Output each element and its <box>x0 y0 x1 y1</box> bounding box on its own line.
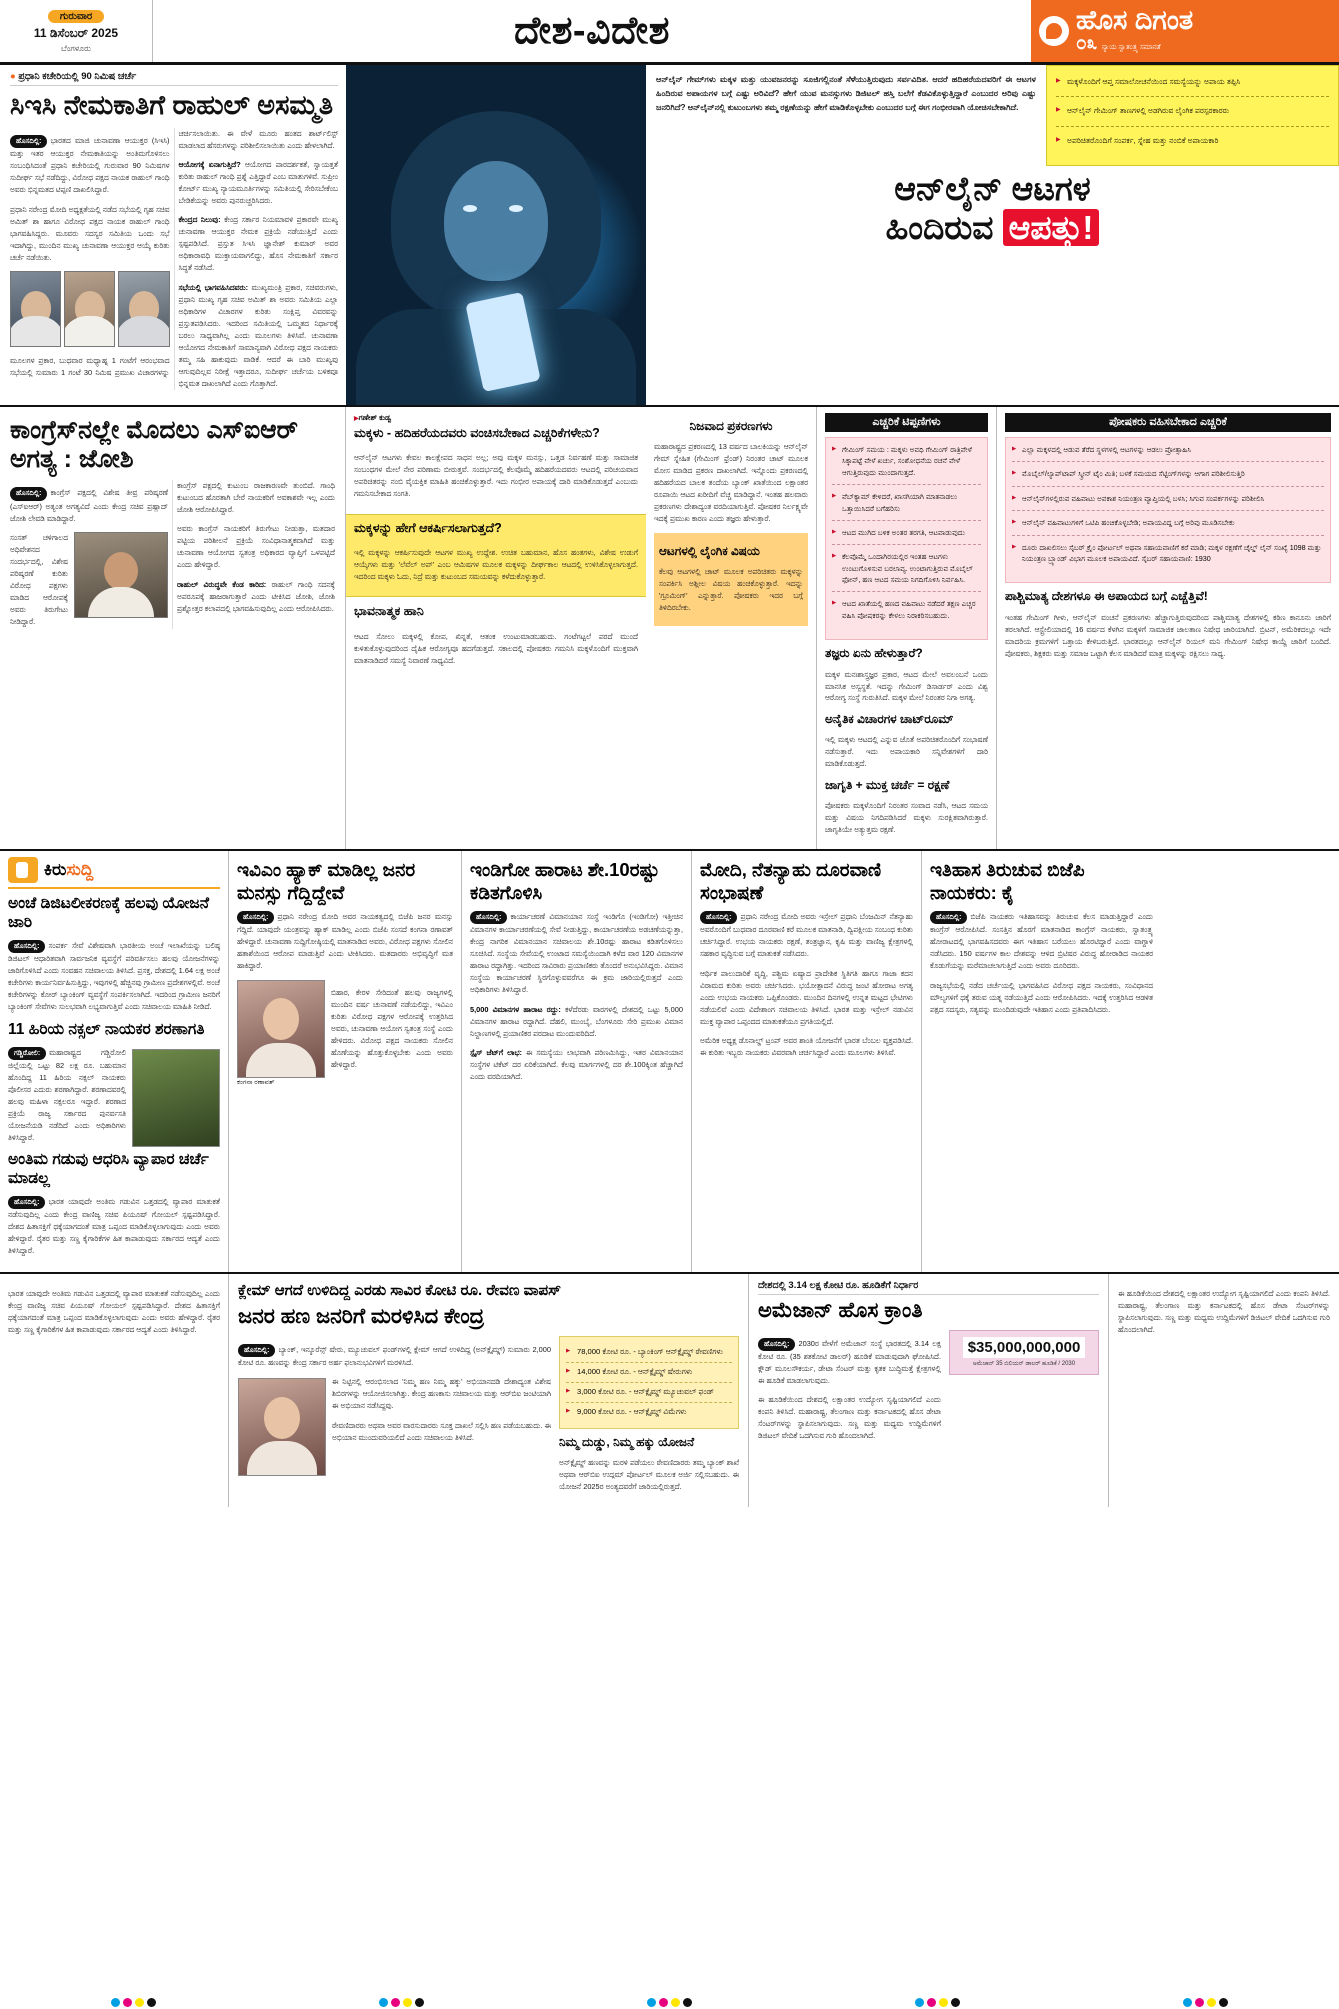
color-marks-4 <box>915 1998 960 2007</box>
unclaimed-amounts-box <box>559 1336 739 1429</box>
panel-real-cases <box>646 407 816 849</box>
kiru-item-3-body: ಹೊಸದಿಲ್ಲಿ: ಭಾರತ ಯಾವುದೇ ಅಂತಿಮ ಗಡುವಿನ ಒತ್ತಡದಲ್ಲಿ ವ್ಯಾಪಾರ ಮಾತುಕತೆ ನಡೆಸುವುದಿಲ್ಲ ಎಂದು ಕೇಂದ್ರ ವಾಣಿಜ್ಯ ಸಚಿವ ಪಿಯೂಷ್ ಗೋಯಲ್ ಸ್ಪಷ್ಟಪಡಿಸಿದ್ದಾರೆ. ದೇಶದ ಹಿತಾಸಕ್ತಿಗೆ ಧಕ್ಕೆಯಾಗದಂತೆ ಮಾತ್ರ ಒಪ್ಪಂದ ಮಾಡಿಕೊಳ್ಳಲಾಗುವುದು ಎಂದು ಅವರು ಹೇಳಿದ್ದಾರೆ. ರೈತರ ಮತ್ತು ಸಣ್ಣ ಕೈಗಾರಿಕೆಗಳ ಹಿತ ಕಾಪಾಡುವುದು ಸರ್ಕಾರದ ಆದ್ಯತೆ ಎಂದು ತಿಳಿಸಿದ್ದಾರೆ. <box>8 1196 220 1255</box>
parent-tip: ▶ ಆನ್‌ಲೈನ್‌ಗಳಲ್ಲಿರುವ ವಹಿವಾಟು ಅವಕಾಶ ನಿಯಂತ್ರಣ ವ್ಯಾಪ್ತಿಯಲ್ಲಿ ಬಳಸಿ; ಸಿಗುವ ಸಂಪರ್ಕಗಳನ್ನು ಪರಿಶೀಲಿಸಿ <box>1012 493 1324 511</box>
warning-item: ▶ ಕೆಲವೊಮ್ಮೆ ಒಂದಾಗಿರಯಲ್ಲಿರ ಇಂತಹ ಆಟಗಳು ಉಂಟುಗೊಳಿಸುವ ಬರಲಾವ್ಯ. ಉಂಟಾಗುತ್ತಿರುವ ಮೊಬೈಲ್ ಫೋನ್, ಹಣ ಆಟದ ಸಮಯ ನಿಗದಿಗೊಳಿಸಿ ನಿರ್ವಹಿಸಿ. <box>832 551 981 592</box>
modi-body: ಹೊಸದಿಲ್ಲಿ: ಪ್ರಧಾನಿ ನರೇಂದ್ರ ಮೋದಿ ಅವರು ಇಸ್ರೇಲ್ ಪ್ರಧಾನಿ ಬೆಂಜಮಿನ್ ನೆತನ್ಯಾಹು ಅವರೊಂದಿಗೆ ಬುಧವಾರ ದೂರವಾಣಿ ಕರೆ ಮೂಲಕ ಮಾತನಾಡಿ, ದ್ವಿಪಕ್ಷೀಯ ಸಂಬಂಧ ಕುರಿತು ಚರ್ಚಿಸಿದ್ದಾರೆ. ಉಭಯ ನಾಯಕರು ರಕ್ಷಣೆ, ತಂತ್ರಜ್ಞಾನ, ಕೃಷಿ ಮತ್ತು ವಾಣಿಜ್ಯ ಕ್ಷೇತ್ರಗಳಲ್ಲಿ ಸಹಕಾರ ವೃದ್ಧಿಸುವ ಬಗ್ಗೆ ಮಾತುಕತೆ ನಡೆಸಿದರು. <box>700 912 913 959</box>
children-panel <box>346 407 646 849</box>
warning-item: ▶ ಆಟದ ಮುಗಿದ ಬಳಿಕ ಅಂತರ ತರಗತಿ, ಆಟವಾಡುವುದು <box>832 527 981 545</box>
lead-sub-head-2: ಕೇಂದ್ರದ ನಿಲುವು: <box>178 215 221 225</box>
photo-modi-bottom <box>238 1378 326 1476</box>
kiru-suddi-header <box>8 857 220 889</box>
second-lead-sub-body: ರಾಹುಲ್ ಗಾಂಧಿ ಸದನಕ್ಕೆ ಅಪರೂಪಕ್ಕೆ ಹಾಜರಾಗುತ್ತಾರೆ ಎಂದು ಟೀಕಿಸಿದ ಜೋಶಿ, ಜೋಶಿ ಪ್ರಶ್ನೋತ್ತರ ಕಲಾಪದಲ್ಲಿ ಭಾಗವಹಿಸುವುದಿಲ್ಲ ಎಂದು ಆರೋಪಿಸಿದರು. <box>177 579 335 613</box>
story-indigo <box>461 851 691 1272</box>
awareness-body: ಪೋಷಕರು ಮಕ್ಕಳೊಂದಿಗೆ ನಿರಂತರ ಸಂವಾದ ನಡೆಸಿ, ಆಟದ ಸಮಯ ಮತ್ತು ವಿಷಯ ನಿಗದಿಪಡಿಸಿದರೆ ಮಕ್ಕಳು ಸುರಕ್ಷಿತವಾಗಿರುತ್ತಾರೆ. ಜಾಗೃತಿಯೇ ಅತ್ಯುತ್ತಮ ರಕ್ಷಣೆ. <box>825 800 988 834</box>
feature-bullets-box <box>1046 65 1339 166</box>
second-lead-body-4: ಅವರು ಕಾಂಗ್ರೆಸ್ ನಾಯಕರಿಗೆ ತಿರುಗೇಟು ನೀಡುತ್ತಾ, ಮತದಾರ ಪಟ್ಟಿಯ ಪರಿಶೀಲನೆ ಪ್ರಕ್ರಿಯೆ ಸಂವಿಧಾನಾತ್ಮಕವಾಗಿದೆ ಮತ್ತು ಚುನಾವಣಾ ಆಯೋಗದ ಸ್ವತಂತ್ರ ಅಧಿಕಾರದ ವ್ಯಾಪ್ತಿಗೆ ಒಳಪಟ್ಟಿದೆ ಎಂದು ಹೇಳಿದ್ದಾರೆ. <box>177 524 335 570</box>
lead-kicker-text: ಪ್ರಧಾನಿ ಕಚೇರಿಯಲ್ಲಿ 90 ನಿಮಿಷ ಚರ್ಚೆ <box>18 71 137 82</box>
amazon-kicker-text: ದೇಶದಲ್ಲಿ 3.14 ಲಕ್ಷ ಕೋಟಿ ರೂ. ಹೂಡಿಕೆಗೆ ನಿರ್ಧಾರ <box>758 1280 919 1292</box>
brand-tagline: ನ್ಯಾಯ ಸ್ವಾತಂತ್ರ್ಯ ಸಮಾನತೆ <box>1101 44 1161 52</box>
gst-kicker: ಕ್ಲೇಮ್ ಆಗದೆ ಉಳಿದಿದ್ದ ಎರಡು ಸಾವಿರ ಕೋಟಿ ರೂ. ರೇವಣ ವಾಪಸ್ <box>238 1282 561 1300</box>
second-lead-body-1 <box>10 487 168 524</box>
history-body-2: ರಾಜ್ಯಸಭೆಯಲ್ಲಿ ನಡೆದ ಚರ್ಚೆಯಲ್ಲಿ ಭಾಗವಹಿಸಿದ ವಿರೋಧ ಪಕ್ಷದ ನಾಯಕರು, ಸಂವಿಧಾನದ ಮೌಲ್ಯಗಳಿಗೆ ಧಕ್ಕೆ ತರುವ ಯತ್ನ ನಡೆಯುತ್ತಿದೆ ಎಂದು ಆರೋಪಿಸಿದರು. ಇದಕ್ಕೆ ಉತ್ತರಿಸಿದ ಆಡಳಿತ ಪಕ್ಷದ ಸದಸ್ಯರು, ಸತ್ಯವನ್ನು ಮುಂದಿಡುವುದೇ ಇತಿಹಾಸ ಎಂದು ಪ್ರತಿಪಾದಿಸಿದರು. <box>930 980 1153 1014</box>
indigo-body: ಹೊಸದಿಲ್ಲಿ: ಕಾರ್ಯಾಚರಣೆ ವಿಮಾನಯಾನ ಸಂಸ್ಥೆ ಇಂಡಿಗೊ (ಇಂಡಿಗೋ) ಇತ್ತೀಚಿನ ವಿಮಾನಗಳ ಕಾರ್ಯಾಚರಣೆಯಲ್ಲಿ ಸೇವೆ ನೀಡುತ್ತಿದ್ದು, ಕಾರ್ಯಾಚರಣೆಯ ಅಡಚಣೆಯನ್ನುತ್ತಾ, ಕೇಂದ್ರ ನಾಗರಿಕ ವಿಮಾನಯಾನ ಸಚಿವಾಲಯ ಶೇ.10ರಷ್ಟು ಹಾರಾಟ ಕಡಿತಗೊಳಿಸಲು ಸೂಚಿಸಿದೆ. ಸಂಸ್ಥೆಯ ಸೇವೆಯಲ್ಲಿ ಉಂಟಾದ ಸಮಸ್ಯೆಯಿಂದಾಗಿ ಕಳೆದ ವಾರ 120 ವಿಮಾನಗಳ ಹಾರಾಟ ರದ್ದಾಗಿತ್ತು. ಇದರಿಂದ ಸಾವಿರಾರು ಪ್ರಯಾಣಿಕರು ತೊಂದರೆ ಅನುಭವಿಸಿದ್ದರು. ವಿಮಾನ ಸಂಸ್ಥೆಯ ಕಾರ್ಯಾಚರಣೆ ಸ್ಥಿರಗೊಳ್ಳುವವರೆಗೂ ಈ ಕ್ರಮ ಜಾರಿಯಲ್ಲಿರುತ್ತದೆ ಎಂದು ಅಧಿಕಾರಿಗಳು ತಿಳಿಸಿದ್ದಾರೆ. <box>470 912 683 995</box>
amazon-head: ಅಮೆಜಾನ್ ಹೊಸ ಕ್ರಾಂತಿ <box>758 1299 923 1323</box>
kiru-item-2-byline: ಗಡ್ಚಿರೋಲಿ: <box>8 1047 46 1060</box>
chatroom-head: ಅನೈತಿಕ ವಿಚಾರಗಳ ಚಾಟ್‌ರೂಮ್ <box>825 711 954 726</box>
masthead-day: ಗುರುವಾರ <box>48 10 104 23</box>
bottom-filler-column <box>0 1274 228 1506</box>
kiru-item-2-head: 11 ಹಿರಿಯ ನಕ್ಸಲ್ ನಾಯಕರ ಶರಣಾಗತಿ <box>8 1020 205 1038</box>
history-body: ಹೊಸದಿಲ್ಲಿ: ಬಿಜೆಪಿ ನಾಯಕರು ಇತಿಹಾಸವನ್ನು ತಿರುಚುವ ಕೆಲಸ ಮಾಡುತ್ತಿದ್ದಾರೆ ಎಂದು ಕಾಂಗ್ರೆಸ್ ಆರೋಪಿಸಿದೆ. ಸಂಸತ್ತಿನ ಹೊರಗೆ ಮಾತನಾಡಿದ ಕಾಂಗ್ರೆಸ್ ನಾಯಕರು, ಸ್ವಾತಂತ್ರ್ಯ ಹೋರಾಟದಲ್ಲಿ ಭಾಗವಹಿಸದವರು ಈಗ ಇತಿಹಾಸ ಬರೆಯಲು ಹೊರಟಿದ್ದಾರೆ ಎಂದು ವಾಗ್ದಾಳಿ ನಡೆಸಿದರು. 150 ವರ್ಷಗಳ ಕಾಲ ದೇಶವನ್ನು ಆಳಿದ ಬ್ರಿಟಿಷರ ವಿರುದ್ಧ ಹೋರಾಡಿದ ನಾಯಕರ ಕೊಡುಗೆಯನ್ನು ಮರೆಮಾಚಲಾಗುತ್ತಿದೆ ಎಂದು ಅವರು ದೂರಿದರು. <box>930 912 1153 971</box>
lead-sub-body-1: ಆಯೋಗದ ಪಾರದರ್ಶಕತೆ, ಸ್ವಾಯತ್ತತೆ ಕುರಿತು ರಾಹುಲ್ ಗಾಂಧಿ ಪ್ರಶ್ನೆ ಎತ್ತಿದ್ದಾರೆ ಎಂಬ ಮಾತುಗಳಿವೆ. ಸುಪ್ರೀಂ ಕೋರ್ಟ್ ಮುಖ್ಯ ನ್ಯಾಯಮೂರ್ತಿಗಳನ್ನು ಸಮಿತಿಯಲ್ಲಿ ಸೇರಿಸಬೇಕೆಂಬ ಬೇಡಿಕೆಯನ್ನು ಅವರು ಪುನರುಚ್ಚರಿಸಿದರು. <box>178 160 338 206</box>
evm-head: ಇವಿಎಂ ಹ್ಯಾಕ್ ಮಾಡಿಲ್ಲ ಜನರ ಮನಸ್ಸು ಗೆದ್ದಿದ್ದೇವೆ <box>237 859 416 903</box>
second-lead-sub-head: ರಾಹುಲ್ ವಿರುದ್ಧವೇ ಕೆಂಡ ಕಾರಿದ: <box>177 579 267 589</box>
indigo-hl-1: 5,000 ವಿಮಾನಗಳ ಹಾರಾಟ ರದ್ದು: ಕಳೆದೆರಡು ವಾರಗಳಲ್ಲಿ ದೇಶದಲ್ಲಿ ಒಟ್ಟು 5,000 ವಿಮಾನಗಳ ಹಾರಾಟ ರದ್ದಾಗಿದೆ. ದೆಹಲಿ, ಮುಂಬೈ, ಬೆಂಗಳೂರು ಸೇರಿ ಪ್ರಮುಖ ವಿಮಾನ ನಿಲ್ದಾಣಗಳಲ್ಲಿ ಪ್ರಯಾಣಿಕರ ಪರದಾಟ ಮುಂದುವರಿದಿದೆ. <box>470 1004 683 1038</box>
lead-body-1-text: ಭಾರತದ ಮಾಜಿ ಚುನಾವಣಾ ಆಯುಕ್ತರ (ಸಿಇಸಿ) ಮತ್ತು ಇತರ ಆಯುಕ್ತರ ನೇಮಕಾತಿಯನ್ನು ಅಂತಿಮಗೊಳಿಸಲು ಸಂಬಂಧಿಸಿದಂತೆ ಪ್ರಧಾನಿ ಕಚೇರಿಯಲ್ಲಿ ಗುರುವಾರ 90 ನಿಮಿಷಗಳ ಸುದೀರ್ಘ ಸಭೆ ನಡೆದಿದ್ದು, ವಿರೋಧ ಪಕ್ಷದ ನಾಯಕ ರಾಹುಲ್ ಗಾಂಧಿ ಅವರು ಭಿನ್ನಮತದ ಟಿಪ್ಪಣಿ ದಾಖಲಿಸಿದ್ದಾರೆ. <box>10 136 170 195</box>
photo-kangana-ranaut <box>237 980 325 1078</box>
panel-warnings-list <box>825 437 988 640</box>
amazon-investment-badge <box>949 1330 1099 1375</box>
parent-tip: ▶ ಆನ್‌ಲೈನ್ ವಹಿವಾಟುಗಳಿಗೆ ಒಟಿಪಿ ಹಂಚಿಕೊಳ್ಳಬೇಡಿ; ಅಪಾಯವಿದ್ದ ಬಗ್ಗೆ ಅರಿವು ಮೂಡಿಸಬೇಕು <box>1012 517 1324 535</box>
feature-title-highlight: ಆಪತ್ತು! <box>1003 209 1100 246</box>
panel-emotional-head: ಭಾವನಾತ್ಮಕ ಹಾನಿ <box>354 604 424 619</box>
parent-tip: ▶ ಮೊಬೈಲ್/ಲ್ಯಾಪ್‌ಟಾಪ್ ಸ್ಕ್ರೀನ್ ಟೈಂ ಮಿತಿ; ಬಳಕೆ ಸಮಯದ ಸೆಟ್ಟಿಂಗ್‌ಗಳನ್ನು ಆಗಾಗ ಪರಿಶೀಲಿಸುತ್ತಿರಿ <box>1012 468 1324 486</box>
indigo-hl-1-label: 5,000 ವಿಮಾನಗಳ ಹಾರಾಟ ರದ್ದು: <box>470 1004 561 1014</box>
story-amazon <box>748 1274 1108 1506</box>
second-lead-body-2: ಸಂಸತ್ ಚಳಿಗಾಲದ ಅಧಿವೇಶನದ ಸಂದರ್ಭದಲ್ಲಿ, ವಿಶೇಷ ಪರಿಷ್ಕರಣೆ ಕುರಿತು ವಿರೋಧ ಪಕ್ಷಗಳು ಮಾಡಿದ ಆರೋಪಕ್ಕೆ ಅವರು ತಿರುಗೇಟು ನೀಡಿದ್ದಾರೆ. <box>10 532 168 628</box>
awareness-head: ಜಾಗೃತಿ + ಮುಕ್ತ ಚರ್ಚೆ = ರಕ್ಷಣೆ <box>825 777 950 792</box>
hero-photo-boy-gaming <box>346 65 646 405</box>
feature-big-title <box>646 166 1339 258</box>
panel-parents-list <box>1005 437 1331 583</box>
photo-prahlad-joshi <box>74 532 168 618</box>
mid-section <box>0 407 1339 851</box>
parent-tip: ▶ ದೂರು ದಾಖಲಿಸಲು ಸೈಬರ್ ಕ್ರೈಂ ಪೋರ್ಟಲ್ ಅಥವಾ ಸಹಾಯವಾಣಿಗೆ ಕರೆ ಮಾಡಿ; ಮಕ್ಕಳ ರಕ್ಷಣೆಗೆ ಚೈಲ್ಡ್ ಲೈನ್ ಸಂಖ್ಯೆ 1098 ಮತ್ತು ನಿಯಂತ್ರಣ ಬ್ರ್ಯಾಂಡ್ ವಿಭಾಗ ಮೂಲಕ ಅಪಾಯವಿದೆ. ಸೈಬರ್ ಸಹಾಯವಾಣಿ: 1930 <box>1012 542 1324 571</box>
panel-cases-body: ಮಹಾರಾಷ್ಟ್ರದ ಪ್ರಕರಣದಲ್ಲಿ 13 ವರ್ಷದ ಬಾಲಕಿಯನ್ನು ಆನ್‌ಲೈನ್ ಗೇಮ್ ಸ್ನೇಹಿತ (ಗೇಮಿಂಗ್ ಫ್ರೆಂಡ್) ನಿರಂತರ ಚಾಟ್ ಮೂಲಕ ಮೋಸ ಮಾಡಿದ ಪ್ರಕರಣ ದಾಖಲಾಗಿದೆ. ಇನ್ನೊಂದು ಪ್ರಕರಣದಲ್ಲಿ ಹದಿಹರೆಯದ ಬಾಲಕ ತಂದೆಯ ಬ್ಯಾಂಕ್ ಖಾತೆಯಿಂದ ಲಕ್ಷಾಂತರ ರೂಪಾಯಿ ಆಟದ ಖರೀದಿಗೆ ವೆಚ್ಚ ಮಾಡಿದ್ದಾನೆ. ಇಂತಹ ಹಲವಾರು ಪ್ರಕರಣಗಳು ದೇಶಾದ್ಯಂತ ವರದಿಯಾಗುತ್ತಿವೆ. ಪೋಷಕರ ನಿರ್ಲಕ್ಷ್ಯವೇ ಇದಕ್ಕೆ ಪ್ರಮುಖ ಕಾರಣ ಎಂದು ತಜ್ಞರು ಹೇಳುತ್ತಾರೆ. <box>654 442 808 524</box>
amount-item: ▶ 3,000 ಕೋಟಿ ರೂ. - ಆನ್‌ಕ್ಲೈಮ್ಡ್ ಮ್ಯೂಚುವಲ್ ಫಂಡ್ <box>566 1383 732 1403</box>
modi-body-2: ಆರ್ಥಿಕ ಪಾಲುದಾರಿಕೆ ವೃದ್ಧಿ, ಪಶ್ಚಿಮ ಏಷ್ಯಾದ ಪ್ರಾದೇಶಿಕ ಸ್ಥಿತಿಗತಿ ಹಾಗೂ ಗಾಜಾ ಕದನ ವಿರಾಮದ ಕುರಿತು ಅವರು ಚರ್ಚಿಸಿದರು. ಭಯೋತ್ಪಾದನೆ ವಿರುದ್ಧ ಜಂಟಿ ಹೋರಾಟ ಅಗತ್ಯ ಎಂದು ಉಭಯ ನಾಯಕರು ಒಪ್ಪಿಕೊಂಡರು. ಮುಂದಿನ ದಿನಗಳಲ್ಲಿ ಉನ್ನತ ಮಟ್ಟದ ಭೇಟಿಗಳು ನಡೆಯಲಿವೆ ಎಂದು ವಿದೇಶಾಂಗ ಸಚಿವಾಲಯ ತಿಳಿಸಿದೆ. ಭಾರತ ಮತ್ತು ಇಸ್ರೇಲ್ ನಡುವಿನ ಮುಕ್ತ ವ್ಯಾಪಾರ ಒಪ್ಪಂದದ ಮಾತುಕತೆಯೂ ಪ್ರಗತಿಯಲ್ಲಿದೆ. <box>700 968 913 1026</box>
indigo-head: ಇಂಡಿಗೋ ಹಾರಾಟ ಶೇ.10ರಷ್ಟು ಕಡಿತಗೊಳಿಸಿ <box>470 859 660 903</box>
photo-narendra-modi <box>64 271 115 347</box>
lead-sub-2 <box>179 214 339 274</box>
panel-sexual-body: ಕೆಲವು ಆಟಗಳಲ್ಲಿ ಚಾಟ್ ಮೂಲಕ ಅಪರಿಚಿತರು ಮಕ್ಕಳನ್ನು ಸಂಪರ್ಕಿಸಿ ಅಶ್ಲೀಲ ವಿಷಯ ಹಂಚಿಕೊಳ್ಳುತ್ತಾರೆ. ಇದನ್ನು 'ಗ್ರೂಮಿಂಗ್' ಎನ್ನುತ್ತಾರೆ. ಪೋಷಕರು ಇದರ ಬಗ್ಗೆ ತಿಳಿದಿರಬೇಕು. <box>659 567 803 613</box>
amount-item: ▶ 9,000 ಕೋಟಿ ರೂ. - ಆನ್‌ಕ್ಲೈಮ್ಡ್ ವಿಮೆಗಳು <box>566 1403 732 1422</box>
kiru-suddi-column <box>0 851 228 1272</box>
lead-caption-text: ಮುಖ್ಯಮಂತ್ರಿ ಪ್ರಕಾರ, ಸಚಿವರುಗಳು, ಪ್ರಧಾನಿ ಮುಖ್ಯ ಗೃಹ ಸಚಿವ ಅಮಿತ್ ಶಾ ಅವರು ಸಮಿತಿಯ ಎಲ್ಲಾ ಅಧಿಕಾರಿಗಳ ವಿಚಾರಗಳ ಕುರಿತು ಸಂಕ್ಷಿಪ್ತ ವಿವರವನ್ನು ಪ್ರಸ್ತುತಪಡಿಸಿದರು. ಇದರಿಂದ ಸಮಿತಿಯಲ್ಲಿ ಒಮ್ಮತದ ನಿರ್ಧಾರಕ್ಕೆ ಬರಲು ಸಾಧ್ಯವಾಗಿಲ್ಲ ಎಂದು ಮೂಲಗಳು ತಿಳಿಸಿವೆ. ಚುನಾವಣಾ ಆಯೋಗದ ನೇಮಕಾತಿಗೆ ಸಾಮಾನ್ಯವಾಗಿ ವಿರೋಧ ಪಕ್ಷದ ನಾಯಕರು ತಮ್ಮ ಸಹಿ ಹಾಕುವುದು ವಾಡಿಕೆ. ಆದರೆ ಈ ಬಾರಿ ಮುಖ್ಯವು ಆಗುವುದಿಲ್ಲವ ನಿರೀಕ್ಷೆ ಇತ್ತಾದರೂ, ಸುದೀರ್ಘ ಚರ್ಚೆಯ ಬಳಿಕವೂ ಭಿನ್ನಮತ ದಾಖಲಾಗಿದೆ ಎಂದು ಗೊತ್ತಾಗಿದೆ. <box>178 282 338 388</box>
color-marks-2 <box>379 1998 424 2007</box>
experts-body: ಮಕ್ಕಳ ಮನಃಶಾಸ್ತ್ರಜ್ಞರ ಪ್ರಕಾರ, ಆಟದ ಮೇಲೆ ಅವಲಂಬನೆ ಒಂದು ಮಾನಸಿಕ ಅಸ್ವಸ್ಥತೆ. ಇದನ್ನು ಗೇಮಿಂಗ್ ಡಿಸಾರ್ಡರ್ ಎಂದು ವಿಶ್ವ ಆರೋಗ್ಯ ಸಂಸ್ಥೆ ಗುರುತಿಸಿದೆ. ಮಕ್ಕಳ ಮೇಲೆ ನಿರಂತರ ನಿಗಾ ಅಗತ್ಯ. <box>825 669 988 703</box>
hand-pointing-icon <box>8 857 38 883</box>
panel-question-body: ಆನ್‌ಲೈನ್ ಆಟಗಳು ಕೇವಲ ಕಾಲಕ್ಷೇಪದ ಸಾಧನ ಅಲ್ಲ; ಅವು ಮಕ್ಕಳ ಮನಸ್ಸು, ಒತ್ತಡ ನಿರ್ವಹಣೆ ಮತ್ತು ಸಾಮಾಜಿಕ ಸಂಬಂಧಗಳ ಮೇಲೆ ನೇರ ಪರಿಣಾಮ ಬೀರುತ್ತವೆ. ಸಂದರ್ಭದಲ್ಲಿ ಕೆಲವೊಮ್ಮೆ ಹದಿಹರೆಯದವರು ಆಟದಲ್ಲಿ ಪರಿಚಯವಾದ ಅಪರಿಚಿತರನ್ನು ನಂಬಿ ವೈಯಕ್ತಿಕ ಮಾಹಿತಿ ಹಂಚಿಕೊಳ್ಳುತ್ತಾರೆ. ಇದು ಗಂಭೀರ ಅಪಾಯಕ್ಕೆ ದಾರಿ ಮಾಡಿಕೊಡುತ್ತದೆ ಎಂಬುದು ಗಮನಿಸಬೇಕಾದ ಸಂಗತಿ. <box>354 453 638 499</box>
second-lead-body-1-text: ಕಾಂಗ್ರೆಸ್ ಪಕ್ಷದಲ್ಲಿ ವಿಶೇಷ ತೀವ್ರ ಪರಿಷ್ಕರಣೆ (ಎಸ್‌ಐಆರ್) ಅತ್ಯಂತ ಅಗತ್ಯವಿದೆ ಎಂದು ಕೇಂದ್ರ ಸಚಿವ ಪ್ರಹ್ಲಾದ್ ಜೋಶಿ ಲೇವಡಿ ಮಾಡಿದ್ದಾರೆ. <box>10 488 168 523</box>
second-lead-story <box>0 407 346 849</box>
photo-naxal-surrender <box>132 1049 220 1147</box>
lead-body-3: ಮೂಲಗಳ ಪ್ರಕಾರ, ಬುಧವಾರ ಮಧ್ಯಾಹ್ನ 1 ಗಂಟೆಗೆ ಆರಂಭವಾದ ಸಭೆಯಲ್ಲಿ ಸುಮಾರು 1 ಗಂಟೆ 30 ನಿಮಿಷ ಪ್ರಮುಖ ವಿಚಾರಗಳನ್ನು ಚರ್ಚಿಸಲಾಯಿತು. ಈ ವೇಳೆ ಮೂರು ಹಂತದ ಶಾರ್ಟ್‌ಲಿಸ್ಟ್ ಮಾಡಲಾದ ಹೆಸರುಗಳನ್ನು ಪರಿಶೀಲಿಸಲಾಯಿತು ಎಂದು ಹೇಳಲಾಗಿದೆ. <box>10 128 338 377</box>
bottom-right-column <box>1108 1274 1339 1506</box>
evm-byline: ಹೊಸದಿಲ್ಲಿ: <box>237 911 274 924</box>
gst-body-3: ಠೇವಣಿದಾರರು ಅಥವಾ ಅವರ ವಾರಸುದಾರರು ಸೂಕ್ತ ದಾಖಲೆ ಸಲ್ಲಿಸಿ ಹಣ ಪಡೆಯಬಹುದು. ಈ ಅಭಿಯಾನ ಮುಂದುವರಿಯಲಿದೆ ಎಂದು ಸಚಿವಾಲಯ ತಿಳಿಸಿದೆ. <box>332 1420 551 1442</box>
lead-sub-head-1: ಆಯೋಗಕ್ಕೆ ಏನಾಗುತ್ತಿದೆ? <box>178 160 241 170</box>
feature-bullet: ▶ ಮಕ್ಕಳೊಂದಿಗೆ ಆಪ್ತ ಸಮಾಲೋಚನೆಯಿಂದ ಸಮಸ್ಯೆಯನ್ನು ಅಪಾಯ ತಪ್ಪಿಸಿ <box>1056 76 1329 97</box>
parent-tip: ▶ ಎಲ್ಲಾ ಮಕ್ಕಳದಲ್ಲಿ ಆಡುವ ತೆರೆದ ಸ್ಥಳಗಳಲ್ಲಿ ಆಟಗಳನ್ನು ಆಡಲು ಪ್ರೋತ್ಸಾಹಿಸಿ <box>1012 444 1324 462</box>
lead-sub-1 <box>179 159 339 207</box>
kiru-item-1-byline: ಹೊಸದಿಲ್ಲಿ: <box>8 940 45 953</box>
lead-story <box>0 65 346 405</box>
gst-body: ಹೊಸದಿಲ್ಲಿ: ಬ್ಯಾಂಕ್, ಇನ್ಶೂರೆನ್ಸ್ ಷೇರು, ಮ್ಯೂಚುವಲ್ ಫಂಡ್‌ಗಳಲ್ಲಿ ಕ್ಲೇಮ್ ಆಗದೆ ಉಳಿದಿದ್ದ (ಅನ್‌ಕ್ಲೈಮ್ಡ್) ಸುಮಾರು 2,000 ಕೋಟಿ ರೂ. ಹಣವನ್ನು ಕೇಂದ್ರ ಸರ್ಕಾರ ಅರ್ಹ ಫಲಾನುಭವಿಗಳಿಗೆ ಮರಳಿಸಿದೆ. <box>238 1344 551 1367</box>
lead-caption-label: ಸಭೆಯಲ್ಲಿ ಭಾಗವಹಿಸಿದವರು: <box>178 282 249 292</box>
panel-question-head: ಮಕ್ಕಳು - ಹದಿಹರೆಯದವರು ವಂಚಿಸಬೇಕಾದ ಎಚ್ಚರಿಕೆಗಳೇನು? <box>354 426 600 440</box>
kiru-title-2: ಸುದ್ದಿ <box>66 860 94 880</box>
indigo-hl-2: ಸ್ಪೈಸ್ ಜೆಟ್‌ಗೆ ಲಾಭ: ಈ ಸಮಸ್ಯೆಯು ಲಾಭವಾಗಿ ಪರಿಣಮಿಸಿದ್ದು, ಇತರ ವಿಮಾನಯಾನ ಸಂಸ್ಥೆಗಳ ಟಿಕೆಟ್ ದರ ಏರಿಕೆಯಾಗಿದೆ. ಕೆಲವು ಮಾರ್ಗಗಳಲ್ಲಿ ದರ ಶೇ.100ಕ್ಕಿಂತ ಹೆಚ್ಚಾಗಿದೆ ಎಂದು ವರದಿಯಾಗಿದೆ. <box>470 1048 683 1082</box>
feature-intro: ಆನ್‌ಲೈನ್ ಗೇಮ್‌ಗಳು ಮಕ್ಕಳ ಮತ್ತು ಯುವಜನರನ್ನು ಸೂಜಿಗಲ್ಲಿನಂತೆ ಸೆಳೆಯುತ್ತಿರುವುದು ಸರ್ವವಿದಿತ. ಆದರೆ ಹದಿಹರೆಯದವರಿಗೆ ಈ ಆಟಗಳ ಹಿಂದಿರುವ ಅಪಾಯಗಳ ಬಗ್ಗೆ ಎಷ್ಟು ಅರಿವಿದೆ? ಹೇಗೆ ಯುವ ಮನಸ್ಸುಗಳು ಡಿಜಿಟಲ್ ಹಸ್ತಿ ಬಲೆಗೆ ಕೆಡವಿಕೊಳ್ಳುತ್ತಿದ್ದಾರೆ ಎಂಬುದರ ಅರಿವು ಎಷ್ಟು ಜನರಿಗಿದೆ? ಆನ್‌ಲೈನ್‌ನಲ್ಲಿ ಕುಟುಂಬಗಳು ತಮ್ಮ ರಕ್ಷಣೆಯನ್ನು ಹೇಗೆ ಮಾಡಿಕೊಳ್ಳಬೇಕು ಎಂಬುದರ ಬಗ್ಗೆ ಈಗ ಗಂಭೀರವಾಗಿ ಯೋಚಿಸಬೇಕಾಗಿದೆ. <box>656 75 1036 113</box>
amount-item: ▶ 14,000 ಕೋಟಿ ರೂ. - ಆನ್‌ಕ್ಲೈಮ್ಡ್ ಷೇರುಗಳು <box>566 1363 732 1383</box>
masthead-place: ಬೆಂಗಳೂರು <box>61 44 91 53</box>
lead-photo-row <box>10 271 170 347</box>
feature-title-line-2: ಹಿಂದಿರುವ <box>885 208 994 246</box>
color-marks-5 <box>1183 1998 1228 2007</box>
experts-head: ತಜ್ಞರು ಏನು ಹೇಳುತ್ತಾರೆ? <box>825 646 923 661</box>
lead-byline: ಹೊಸದಿಲ್ಲಿ: <box>10 135 47 148</box>
feature-bullet: ▶ ಅಪರಿಚಿತರೊಂದಿಗೆ ಸಂಪರ್ಕ, ಸ್ನೇಹ ಮತ್ತು ನಂಬಿಕೆ ಅಪಾಯಕಾರಿ <box>1056 135 1329 155</box>
amazon-body: ಹೊಸದಿಲ್ಲಿ: 2030ರ ವೇಳೆಗೆ ಅಮೆಜಾನ್ ಸಂಸ್ಥೆ ಭಾರತದಲ್ಲಿ 3.14 ಲಕ್ಷ ಕೋಟಿ ರೂ. (35 ಶತಕೋಟಿ ಡಾಲರ್) ಹೂಡಿಕೆ ಮಾಡುವುದಾಗಿ ಘೋಷಿಸಿದೆ. ಕ್ಲೌಡ್ ಮೂಲಸೌಕರ್ಯ, ಡೇಟಾ ಸೆಂಟರ್ ಮತ್ತು ಕೃತಕ ಬುದ್ಧಿಮತ್ತೆ ಕ್ಷೇತ್ರಗಳಲ್ಲಿ ಈ ಹೂಡಿಕೆ ಮಾಡಲಾಗುವುದು. <box>758 1338 941 1385</box>
story-modi-netanyahu <box>691 851 921 1272</box>
brand-name: ಹೊಸ ದಿಗಂತ <box>1076 5 1194 36</box>
chatroom-body: ಇಲ್ಲಿ ಮಕ್ಕಳು ಆಟದಲ್ಲಿ ಎನ್ನುವ ಜೊತೆ ಅಪರಿಚಿತರೊಂದಿಗೆ ಸಂಭಾಷಣೆ ನಡೆಸುತ್ತಾರೆ. ಇದು ಅಪಾಯಕಾರಿ ಸನ್ನಿವೇಶಗಳಿಗೆ ದಾರಿ ಮಾಡಿಕೊಡುತ್ತದೆ. <box>825 735 988 769</box>
western-head: ಪಾಶ್ಚಿಮಾತ್ಯ ದೇಶಗಳೂ ಈ ಅಪಾಯದ ಬಗ್ಗೆ ಎಚ್ಚೆತ್ತಿವೆ! <box>1005 589 1208 604</box>
lead-caption-block <box>179 282 339 390</box>
story-history <box>921 851 1161 1272</box>
kiru-item-2-body: ಗಡ್ಚಿರೋಲಿ: ಮಹಾರಾಷ್ಟ್ರದ ಗಡ್ಚಿರೋಲಿ ಜಿಲ್ಲೆಯಲ್ಲಿ ಒಟ್ಟು 82 ಲಕ್ಷ ರೂ. ಬಹುಮಾನ ಹೊಂದಿದ್ದ 11 ಹಿರಿಯ ನಕ್ಸಲ್ ನಾಯಕರು ಪೊಲೀಸರ ಎದುರು ಶರಣಾಗಿದ್ದಾರೆ. ಶರಣಾದವರಲ್ಲಿ ಹಲವು ಮಹಿಳಾ ನಕ್ಸಲರೂ ಇದ್ದಾರೆ. ಶರಣಾದ ಪ್ರಕ್ರಿಯೆ ರಾಜ್ಯ ಸರ್ಕಾರದ ಪುನರ್ವಸತಿ ಯೋಜನೆಯಡಿ ನಡೆದಿದೆ ಎಂದು ಅಧಿಕಾರಿಗಳು ತಿಳಿಸಿದ್ದಾರೆ. <box>8 1047 220 1144</box>
warning-item: ▶ ಆಟದ ಖಾತೆಯಲ್ಲಿ ಹಣದ ವಹಿವಾಟು ನಡೆದರೆ ತಕ್ಷಣ ಎಚ್ಚರ ವಹಿಸಿ ಪೋಷಕರನ್ನು ಕೇಳಲು ನಿರಾಕರಿಸಬಹುದು. <box>832 598 981 627</box>
flame-icon <box>1039 16 1069 46</box>
amount-item: ▶ 78,000 ಕೋಟಿ ರೂ. - ಬ್ಯಾಂಕಿಂಗ್ ಆನ್‌ಕ್ಲೈಮ್ಡ್ ಠೇವಣಿಗಳು <box>566 1343 732 1363</box>
photo-rahul-gandhi <box>10 271 61 347</box>
risk-panels <box>646 407 1339 849</box>
panel-cases-head: ನಿಜವಾದ ಪ್ರಕರಣಗಳು <box>689 419 773 433</box>
panel-how-body: ಇಲ್ಲಿ ಮಕ್ಕಳನ್ನು ಆಕರ್ಷಿಸುವುದೇ ಆಟಗಳ ಮುಖ್ಯ ಉದ್ದೇಶ. ಉಚಿತ ಬಹುಮಾನ, ಹೊಸ ಹಂತಗಳು, ವಿಶೇಷ ಉಡುಗೆ ಆಯ್ಕೆಗಳು ಮತ್ತು 'ಲೆವೆಲ್ ಅಪ್' ಎಂಬ ಆಮಿಷಗಳ ಮೂಲಕ ಮಕ್ಕಳನ್ನು ದೀರ್ಘಕಾಲ ಆಟದಲ್ಲಿ ಉಳಿಸಿಕೊಳ್ಳಲಾಗುತ್ತದೆ. ಇದರಿಂದ ಮಕ್ಕಳು ಓದು, ನಿದ್ರೆ ಮತ್ತು ಕುಟುಂಬದ ಸಮಯವನ್ನು ಕಳೆದುಕೊಳ್ಳುತ್ತಾರೆ. <box>354 548 638 582</box>
scheme-box-body: ಅನ್‌ಕ್ಲೈಮ್ಡ್ ಹಣವನ್ನು ಮರಳಿ ಪಡೆಯಲು ಠೇವಣಿದಾರರು ತಮ್ಮ ಬ್ಯಾಂಕ್ ಶಾಖೆ ಅಥವಾ ಆರ್‌ಬಿಐ ಉದ್ಗಮ್ ಪೋರ್ಟಲ್ ಮೂಲಕ ಅರ್ಜಿ ಸಲ್ಲಿಸಬಹುದು. ಈ ಯೋಜನೆ 2025ರ ಅಂತ್ಯದವರೆಗೆ ಜಾರಿಯಲ್ಲಿರುತ್ತದೆ. <box>559 1458 739 1492</box>
gst-body-2: ಈ ನಿಟ್ಟಿನಲ್ಲಿ ಆರಂಭಿಸಲಾದ 'ನಿಮ್ಮ ಹಣ ನಿಮ್ಮ ಹಕ್ಕು' ಅಭಿಯಾನದಡಿ ದೇಶಾದ್ಯಂತ ವಿಶೇಷ ಶಿಬಿರಗಳನ್ನು ಆಯೋಜಿಸಲಾಗಿತ್ತು. ಕೇಂದ್ರ ಹಣಕಾಸು ಸಚಿವಾಲಯ ಮತ್ತು ಆರ್‌ಬಿಐ ಜಂಟಿಯಾಗಿ ಈ ಅಭಿಯಾನ ನಡೆಸಿದ್ದವು. <box>332 1377 551 1411</box>
brand-page-number: ೦೩ <box>1076 33 1098 55</box>
scheme-box-head: ನಿಮ್ಮ ದುಡ್ಡು, ನಿಮ್ಮ ಹಕ್ಕು ಯೋಜನೆ <box>559 1434 695 1449</box>
panel-how-head: ಮಕ್ಕಳನ್ನು ಹೇಗೆ ಆಕರ್ಷಿಸಲಾಗುತ್ತದೆ? <box>354 520 502 535</box>
second-lead-body-3: ಕಾಂಗ್ರೆಸ್ ಪಕ್ಷದಲ್ಲಿ ಕುಟುಂಬ ರಾಜಕಾರಣವೇ ತುಂಬಿದೆ. ಗಾಂಧಿ ಕುಟುಂಬದ ಹೊರತಾಗಿ ಬೇರೆ ನಾಯಕರಿಗೆ ಅವಕಾಶವೇ ಇಲ್ಲ ಎಂದು ಜೋಶಿ ಆರೋಪಿಸಿದ್ದಾರೆ. <box>177 481 335 514</box>
warning-item: ▶ ಗೇಮಿಂಗ್ ಸಮಯ : ಮಕ್ಕಳು ಅವಧಿ ಗೇಮಿಂಗ್ ರಾತ್ರಿವೇಳೆ ಸಿಕ್ಕಾಪಟ್ಟೆ ವೇಳೆ ಖರ್ಚು, ಸಂಶೋಧನೆಯ ರಚನೆ ವೇಳೆ ಆಗುತ್ತಿರುವುದು ಮುಂದಾಗುತ್ತದೆ. <box>832 444 981 485</box>
evm-photo-caption: ಕಂಗನಾ ರಣಾವತ್ <box>237 1079 275 1087</box>
lead-body-1 <box>10 135 170 196</box>
indigo-byline: ಹೊಸದಿಲ್ಲಿ: <box>470 911 507 924</box>
color-marks-3 <box>647 1998 692 2007</box>
amazon-amount: $35,000,000,000 <box>963 1337 1086 1358</box>
evm-body: ಹೊಸದಿಲ್ಲಿ: ಪ್ರಧಾನಿ ನರೇಂದ್ರ ಮೋದಿ ಅವರ ನಾಯಕತ್ವದಲ್ಲಿ ಬಿಜೆಪಿ ಜನರ ಮನಸ್ಸು ಗೆದ್ದಿದೆ. ಯಾವುದೇ ಯಂತ್ರವನ್ನು ಹ್ಯಾಕ್ ಮಾಡಿಲ್ಲ ಎಂದು ಬಿಜೆಪಿ ಸಂಸದೆ ಕಂಗನಾ ರಣಾವತ್ ಹೇಳಿದ್ದಾರೆ. ಚುನಾವಣಾ ಸುದ್ದಿಗೋಷ್ಠಿಯಲ್ಲಿ ಮಾತನಾಡಿದ ಅವರು, ವಿರೋಧ ಪಕ್ಷಗಳು ಸೋಲಿನ ಹತಾಶೆಯಿಂದ ಆರೋಪ ಮಾಡುತ್ತಿವೆ ಎಂದು ಟೀಕಿಸಿದರು. ಮತದಾರರು ಅಭಿವೃದ್ಧಿಗೆ ಮತ ಹಾಕಿದ್ದಾರೆ. <box>237 912 453 971</box>
panel-warnings-head: ಎಚ್ಚರಿಕೆ ಟಿಪ್ಪಣಿಗಳು <box>825 413 988 432</box>
panel-how-block <box>346 514 646 598</box>
amazon-badge-caption: ಅಮೆಜಾನ್ 35 ಬಿಲಿಯನ್ ಡಾಲರ್ ಹೂಡಿಕೆ / 2030 <box>972 1361 1076 1368</box>
brand-logo <box>1031 0 1339 62</box>
masthead-date-block <box>0 0 153 62</box>
gst-head: ಜನರ ಹಣ ಜನರಿಗೆ ಮರಳಿಸಿದ ಕೇಂದ್ರ <box>238 1305 485 1329</box>
gst-byline: ಹೊಸದಿಲ್ಲಿ: <box>238 1344 275 1357</box>
second-lead-headline: ಕಾಂಗ್ರೆಸ್‌ನಲ್ಲೇ ಮೊದಲು ಎಸ್‌ಐಆರ್ ಅಗತ್ಯ : ಜೋಶಿ <box>10 416 298 473</box>
history-byline: ಹೊಸದಿಲ್ಲಿ: <box>930 911 967 924</box>
masthead-date: 11 ಡಿಸೆಂಬರ್ 2025 <box>33 26 119 40</box>
second-lead-sub <box>177 579 335 615</box>
panel-parents <box>996 407 1339 849</box>
section-title <box>153 0 1031 62</box>
lead-kicker: ● ಪ್ರಧಾನಿ ಕಚೇರಿಯಲ್ಲಿ 90 ನಿಮಿಷ ಚರ್ಚೆ <box>10 71 338 86</box>
panel-parents-head: ಪೋಷಕರು ವಹಿಸಬೇಕಾದ ಎಚ್ಚರಿಕೆ <box>1005 413 1331 432</box>
photo-amit-shah <box>118 271 169 347</box>
bottom-section <box>0 1274 1339 1506</box>
top-section <box>0 65 1339 407</box>
modi-head: ಮೋದಿ, ನೆತನ್ಯಾಹು ದೂರವಾಣಿ ಸಂಭಾಷಣೆ <box>700 859 882 903</box>
color-marks-1 <box>111 1998 156 2007</box>
lead-body-2: ಪ್ರಧಾನಿ ನರೇಂದ್ರ ಮೋದಿ ಅಧ್ಯಕ್ಷತೆಯಲ್ಲಿ ನಡೆದ ಸಭೆಯಲ್ಲಿ ಗೃಹ ಸಚಿವ ಅಮಿತ್ ಶಾ ಹಾಗೂ ವಿರೋಧ ಪಕ್ಷದ ನಾಯಕ ರಾಹುಲ್ ಗಾಂಧಿ ಭಾಗವಹಿಸಿದ್ದರು. ಮೂವರು ಸದಸ್ಯರ ಸಮಿತಿಯ ಒಂದು ಸಭೆ ಇದಾಗಿದ್ದು, ಮುಂದಿನ ಮುಖ್ಯ ಚುನಾವಣಾ ಆಯುಕ್ತರ ಆಯ್ಕೆ ಕುರಿತು ಚರ್ಚೆ ನಡೆಯಿತು. <box>10 204 170 262</box>
modi-byline: ಹೊಸದಿಲ್ಲಿ: <box>700 911 737 924</box>
bottom-right-text: ಈ ಹೂಡಿಕೆಯಿಂದ ದೇಶದಲ್ಲಿ ಲಕ್ಷಾಂತರ ಉದ್ಯೋಗ ಸೃಷ್ಟಿಯಾಗಲಿದೆ ಎಂದು ಕಂಪನಿ ತಿಳಿಸಿದೆ. ಮಹಾರಾಷ್ಟ್ರ, ತೆಲಂಗಾಣ ಮತ್ತು ಕರ್ನಾಟಕದಲ್ಲಿ ಹೊಸ ಡೇಟಾ ಸೆಂಟರ್‌ಗಳನ್ನು ಸ್ಥಾಪಿಸಲಾಗುವುದು. ಸಣ್ಣ ಮತ್ತು ಮಧ್ಯಮ ಉದ್ದಿಮೆಗಳಿಗೆ ಡಿಜಿಟಲ್ ವೇದಿಕೆ ಒದಗಿಸುವ ಗುರಿ ಹೊಂದಲಾಗಿದೆ. <box>1118 1288 1330 1334</box>
panel-warnings <box>816 407 996 849</box>
western-body: ಇಂತಹ ಗೇಮಿಂಗ್ ಗೀಳು, ಆನ್‌ಲೈನ್ ವಂಚನೆ ಪ್ರಕರಣಗಳು ಹೆಚ್ಚಾಗುತ್ತಿರುವುದರಿಂದ ಪಾಶ್ಚಿಮಾತ್ಯ ದೇಶಗಳಲ್ಲಿ ಕಠಿಣ ಕಾನೂನು ಜಾರಿಗೆ ತರಲಾಗಿದೆ. ಆಸ್ಟ್ರೇಲಿಯಾದಲ್ಲಿ 16 ವರ್ಷದ ಕೆಳಗಿನ ಮಕ್ಕಳಿಗೆ ಸಾಮಾಜಿಕ ಜಾಲತಾಣ ನಿಷೇಧ ಜಾರಿಯಾಗಿದೆ. ಬ್ರಿಟನ್, ಅಮೆರಿಕದಲ್ಲೂ ಇದೇ ಮಾದರಿಯ ಕ್ರಮಗಳಿಗೆ ಒತ್ತಾಯ ಕೇಳಿಬರುತ್ತಿದೆ. ಭಾರತದಲ್ಲೂ ಆನ್‌ಲೈನ್ ರಿಯಲ್ ಮನಿ ಗೇಮಿಂಗ್ ನಿಷೇಧ ಕಾಯ್ದೆ ಜಾರಿಗೆ ಬಂದಿದೆ. ಪೋಷಕರು, ಶಿಕ್ಷಕರು ಮತ್ತು ಸಮಾಜ ಒಟ್ಟಾಗಿ ಕೆಲಸ ಮಾಡಿದರೆ ಮಾತ್ರ ಮಕ್ಕಳನ್ನು ರಕ್ಷಿಸಲು ಸಾಧ್ಯ. <box>1005 612 1331 658</box>
masthead <box>0 0 1339 65</box>
kiru-item-1-head: ಅಂಚೆ ಡಿಜಿಟಲೀಕರಣಕ್ಕೆ ಹಲವು ಯೋಜನೆ ಜಾರಿ <box>8 895 209 931</box>
kiru-title-1: ಕಿರು <box>44 860 67 880</box>
warning-item: ▶ ವೆಬ್‌ಕ್ಯಾಮ್ ಕೇಳಿದರೆ, ಖಾಸಗಿಯಾಗಿ ಮಾತನಾಡಲು ಒತ್ತಾಯಿಸಿದರೆ ಬಗೆಹರಿಸು <box>832 491 981 521</box>
kiru-item-1-body: ಹೊಸದಿಲ್ಲಿ: ಸಂಪರ್ಕ ಸೇವೆ ವಿಶೇಷವಾಗಿ ಭಾರತೀಯ ಅಂಚೆ ಇಲಾಖೆಯನ್ನು ಬಲಿಷ್ಠ ಡಿಜಿಟಲ್ ಆಧಾರಿತವಾಗಿ ಸಾರ್ವಜನಿಕ ವ್ಯವಸ್ಥೆಗೆ ಪರಿವರ್ತಿಸಲು ಹಲವು ಯೋಜನೆಗಳನ್ನು ಜಾರಿಗೊಳಿಸಿದೆ ಎಂದು ಸಂವಹನ ಸಚಿವಾಲಯ ತಿಳಿಸಿದೆ. ಪ್ರಸಕ್ತ, ದೇಶದಲ್ಲಿ 1.64 ಲಕ್ಷ ಅಂಚೆ ಕಚೇರಿಗಳು ಕಾರ್ಯನಿರ್ವಹಿಸುತ್ತಿದ್ದು, ಇವುಗಳಲ್ಲಿ ಹೆಚ್ಚಿನವು ಗ್ರಾಮೀಣ ಪ್ರದೇಶಗಳಲ್ಲಿವೆ. ಅಂಚೆ ಕಚೇರಿಗಳನ್ನು ಕೋರ್ ಬ್ಯಾಂಕಿಂಗ್ ವ್ಯವಸ್ಥೆಗೆ ಸಂಪರ್ಕಿಸಲಾಗಿದೆ. ಇದರಿಂದ ಗ್ರಾಮೀಣ ಜನರಿಗೆ ಬ್ಯಾಂಕಿಂಗ್ ಸೇವೆಗಳು ಸುಲಭವಾಗಿ ಲಭ್ಯವಾಗುತ್ತಿವೆ ಎಂದು ಸಚಿವಾಲಯ ಮಾಹಿತಿ ನೀಡಿದೆ. <box>8 940 220 1012</box>
section-title-text: ದೇಶ-ವಿದೇಶ <box>514 9 670 52</box>
print-registration-marks <box>0 1998 1339 2007</box>
story-evm <box>228 851 461 1272</box>
lower-section <box>0 851 1339 1274</box>
feature-bullet: ▶ ಆನ್‌ಲೈನ್ ಗೇಮಿಂಗ್ ತಾಣಗಳಲ್ಲಿ ಅಡಗಿರುವ ಲೈಂಗಿಕ ಪರಸ್ಪರಕಾರರು <box>1056 105 1329 126</box>
amazon-byline: ಹೊಸದಿಲ್ಲಿ: <box>758 1338 795 1351</box>
kiru-item-3-head: ಅಂತಿಮ ಗಡುವು ಆಧರಿಸಿ ವ್ಯಾಪಾರ ಚರ್ಚೆ ಮಾಡಲ್ಲ <box>8 1151 209 1187</box>
history-head: ಇತಿಹಾಸ ತಿರುಚುವ ಬಿಜೆಪಿ ನಾಯಕರು: ಕೈ <box>930 859 1085 903</box>
lead-headline: ಸಿಇಸಿ ನೇಮಕಾತಿಗೆ ರಾಹುಲ್ ಅಸಮ್ಮತಿ <box>10 90 334 120</box>
second-lead-byline: ಹೊಸದಿಲ್ಲಿ: <box>10 487 47 500</box>
evm-body-2: ಬಿಹಾರ, ಕೇರಳ ಸೇರಿದಂತೆ ಹಲವು ರಾಜ್ಯಗಳಲ್ಲಿ ಮುಂದಿನ ವರ್ಷ ಚುನಾವಣೆ ನಡೆಯಲಿದ್ದು, ಇವಿಎಂ ಕುರಿತು ವಿರೋಧ ಪಕ್ಷಗಳ ಆರೋಪಕ್ಕೆ ಉತ್ತರಿಸಿದ ಅವರು, ಚುನಾವಣಾ ಆಯೋಗ ಸ್ವತಂತ್ರ ಸಂಸ್ಥೆ ಎಂದು ಹೇಳಿದರು. ವಿರೋಧ ಪಕ್ಷದ ನಾಯಕರು ಸೋಲಿನ ಹೊಣೆಯನ್ನು ಹೊತ್ತುಕೊಳ್ಳಬೇಕು ಎಂದು ಅವರು ಹೇಳಿದ್ದಾರೆ. <box>331 988 453 1070</box>
online-games-feature <box>646 65 1339 405</box>
feature-title-line-1: ಆನ್‌ಲೈನ್ ಆಟಗಳ <box>894 169 1091 207</box>
story-unclaimed-money <box>228 1274 748 1506</box>
lead-sub-body-2: ಕೇಂದ್ರ ಸರ್ಕಾರ ನಿಯಮಾವಳಿ ಪ್ರಕಾರವೇ ಮುಖ್ಯ ಚುನಾವಣಾ ಆಯುಕ್ತರ ನೇಮಕ ಪ್ರಕ್ರಿಯೆ ನಡೆಯುತ್ತಿದೆ ಎಂದು ಸ್ಪಷ್ಟಪಡಿಸಿದೆ. ಪ್ರಸ್ತುತ ಸಿಇಸಿ ಜ್ಞಾನೇಶ್ ಕುಮಾರ್ ಅವರ ಅಧಿಕಾರಾವಧಿ ಮುಕ್ತಾಯವಾಗಲಿದ್ದು, ಹೊಸ ನೇಮಕಾತಿಗೆ ಸರ್ಕಾರ ಸಿದ್ಧತೆ ನಡೆಸಿದೆ. <box>178 215 338 273</box>
amazon-body-2: ಈ ಹೂಡಿಕೆಯಿಂದ ದೇಶದಲ್ಲಿ ಲಕ್ಷಾಂತರ ಉದ್ಯೋಗ ಸೃಷ್ಟಿಯಾಗಲಿದೆ ಎಂದು ಕಂಪನಿ ತಿಳಿಸಿದೆ. ಮಹಾರಾಷ್ಟ್ರ, ತೆಲಂಗಾಣ ಮತ್ತು ಕರ್ನಾಟಕದಲ್ಲಿ ಹೊಸ ಡೇಟಾ ಸೆಂಟರ್‌ಗಳನ್ನು ಸ್ಥಾಪಿಸಲಾಗುವುದು. ಸಣ್ಣ ಮತ್ತು ಮಧ್ಯಮ ಉದ್ದಿಮೆಗಳಿಗೆ ಡಿಜಿಟಲ್ ವೇದಿಕೆ ಒದಗಿಸುವ ಗುರಿ ಹೊಂದಲಾಗಿದೆ. <box>758 1395 941 1441</box>
panel-author: ▶ ಗಣೇಶ್ ಕುಡ್ವ <box>346 407 646 425</box>
panel-sexual-head: ಆಟಗಳಲ್ಲಿ ಲೈಂಗಿಕ ವಿಷಯ <box>659 543 760 558</box>
kiru-item-3-byline: ಹೊಸದಿಲ್ಲಿ: <box>8 1196 45 1209</box>
panel-emotional-body: ಆಟದ ಸೋಲು ಮಕ್ಕಳಲ್ಲಿ ಕೋಪ, ಖಿನ್ನತೆ, ಆತಂಕ ಉಂಟುಮಾಡಬಹುದು. ಗಂಟೆಗಟ್ಟಲೆ ಪರದೆ ಮುಂದೆ ಕುಳಿತುಕೊಳ್ಳುವುದರಿಂದ ದೈಹಿಕ ಆರೋಗ್ಯವೂ ಹದಗೆಡುತ್ತದೆ. ಸಕಾಲದಲ್ಲಿ ಪೋಷಕರು ಗಮನಿಸಿ ಮಕ್ಕಳೊಂದಿಗೆ ಮುಕ್ತವಾಗಿ ಮಾತನಾಡಿದರೆ ಸಮಸ್ಯೆ ನಿವಾರಣೆ ಸಾಧ್ಯವಿದೆ. <box>354 631 638 665</box>
indigo-hl-2-label: ಸ್ಪೈಸ್ ಜೆಟ್‌ಗೆ ಲಾಭ: <box>470 1048 522 1058</box>
bottom-filler-text: ಭಾರತ ಯಾವುದೇ ಅಂತಿಮ ಗಡುವಿನ ಒತ್ತಡದಲ್ಲಿ ವ್ಯಾಪಾರ ಮಾತುಕತೆ ನಡೆಸುವುದಿಲ್ಲ ಎಂದು ಕೇಂದ್ರ ವಾಣಿಜ್ಯ ಸಚಿವ ಪಿಯೂಷ್ ಗೋಯಲ್ ಸ್ಪಷ್ಟಪಡಿಸಿದ್ದಾರೆ. ದೇಶದ ಹಿತಾಸಕ್ತಿಗೆ ಧಕ್ಕೆಯಾಗದಂತೆ ಮಾತ್ರ ಒಪ್ಪಂದ ಮಾಡಿಕೊಳ್ಳಲಾಗುವುದು ಎಂದು ಅವರು ಹೇಳಿದ್ದಾರೆ. ರೈತರ ಮತ್ತು ಸಣ್ಣ ಕೈಗಾರಿಕೆಗಳ ಹಿತ ಕಾಪಾಡುವುದು ಸರ್ಕಾರದ ಆದ್ಯತೆ ಎಂದು ತಿಳಿಸಿದ್ದಾರೆ. <box>8 1288 220 1334</box>
modi-body-3: ಅಮೆರಿಕ ಅಧ್ಯಕ್ಷ ಡೊನಾಲ್ಡ್ ಟ್ರಂಪ್ ಅವರ ಶಾಂತಿ ಯೋಜನೆಗೆ ಭಾರತ ಬೆಂಬಲ ವ್ಯಕ್ತಪಡಿಸಿದೆ. ಈ ಕುರಿತು ಇಬ್ಬರು ನಾಯಕರು ವಿವರವಾಗಿ ಚರ್ಚಿಸಿದ್ದಾರೆ ಎಂದು ಮೂಲಗಳು ತಿಳಿಸಿವೆ. <box>700 1036 913 1058</box>
amazon-kicker <box>758 1280 1099 1295</box>
hero-image-column <box>346 65 646 405</box>
